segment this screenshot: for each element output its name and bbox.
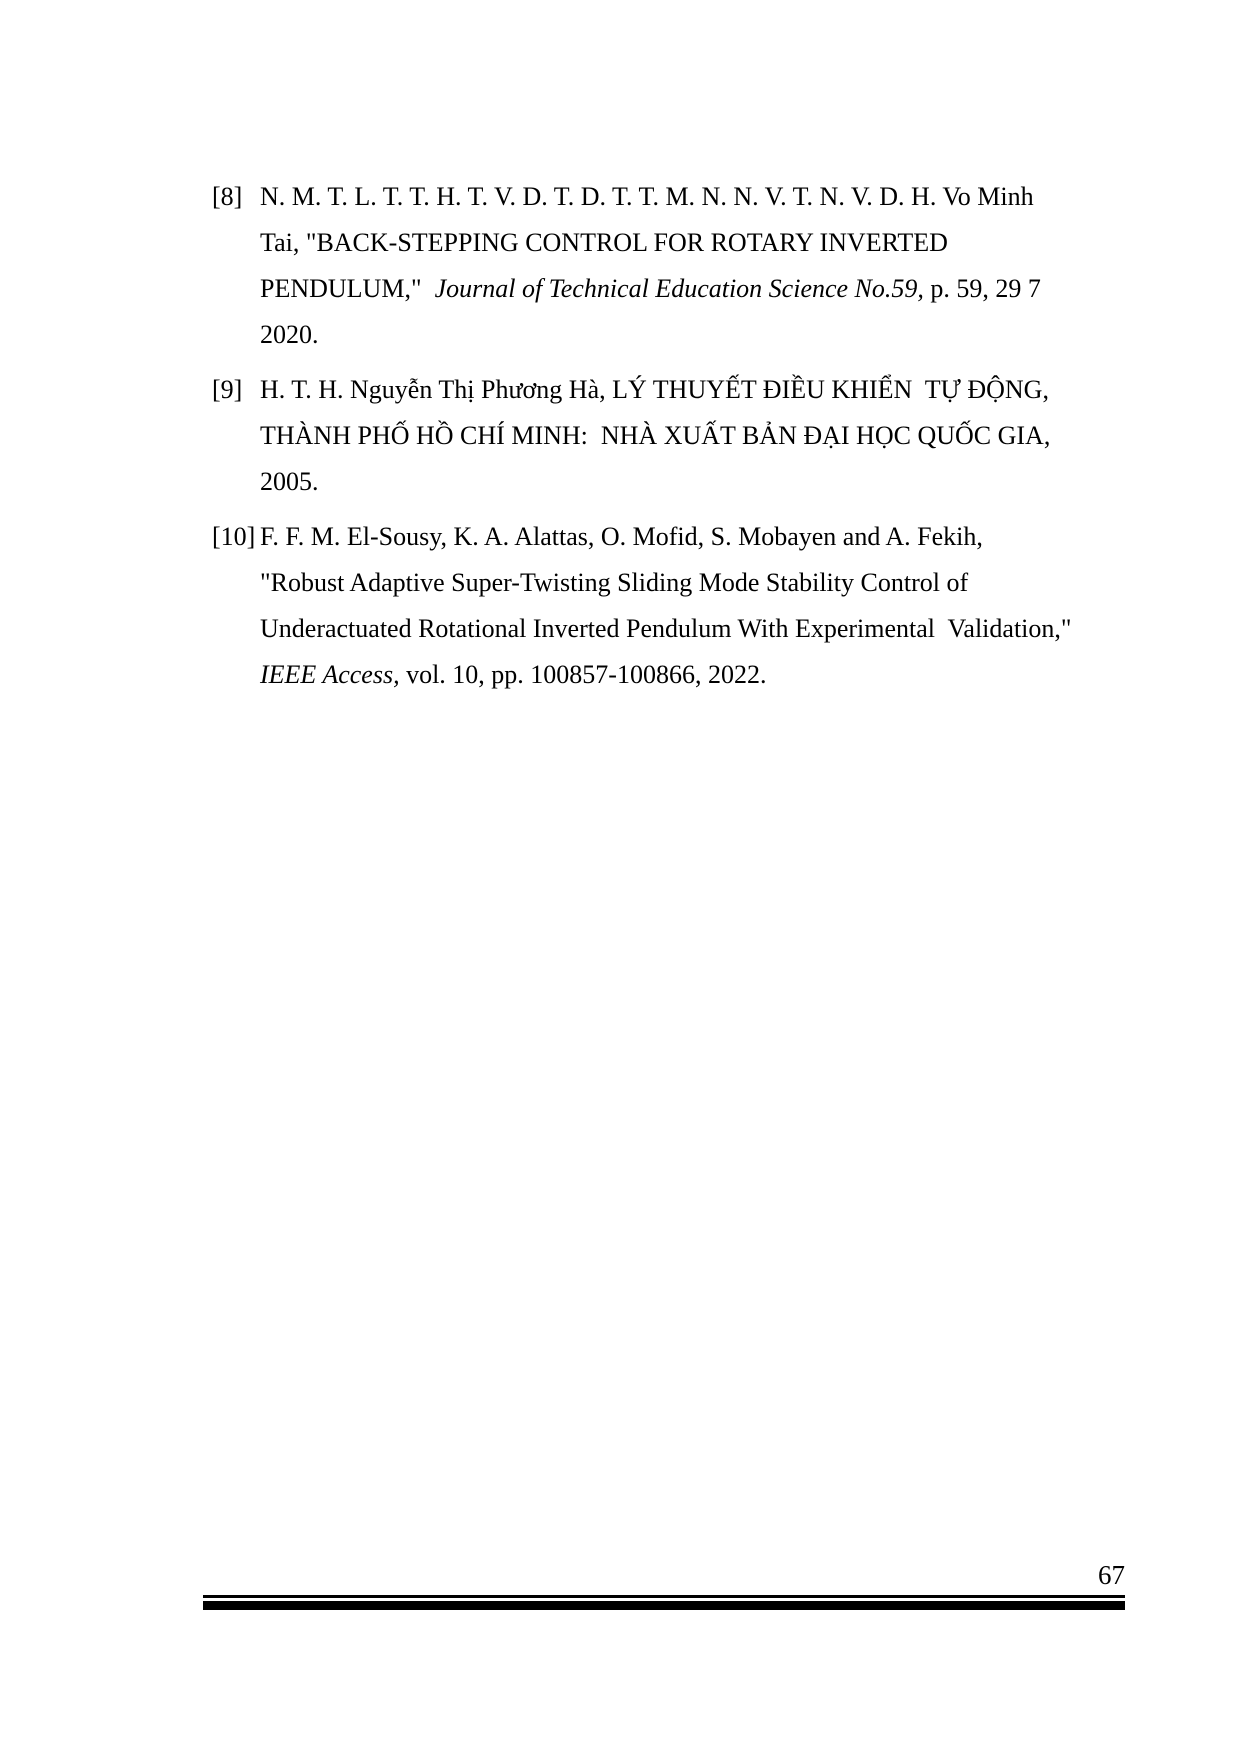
reference-line [260,413,1112,459]
reference-line [260,174,1112,220]
reference-line [260,266,1112,312]
reference-item [212,174,1112,358]
reference-text [260,367,1112,505]
reference-segment: THÀNH PHỐ HỒ CHÍ MINH: NHÀ XUẤT BẢN ĐẠI HỌC QUỐC GIA, [260,421,1051,450]
reference-line [260,514,1112,560]
reference-segment: PENDULUM," [260,274,435,303]
reference-label: [8] [212,182,243,211]
reference-segment: vol. 10, pp. 100857-100866, 2022. [399,660,767,689]
reference-segment: N. M. T. L. T. T. H. T. V. D. T. D. T. T. M. N. N. V. T. N. V. D. H. Vo Minh [260,182,1034,211]
footer-divider-thin [203,1595,1125,1598]
reference-item [212,514,1112,698]
page-number: 67 [1098,1560,1125,1590]
references-list [212,174,1112,707]
reference-segment: "Robust Adaptive Super-Twisting Sliding Mode Stability Control of [260,568,969,597]
reference-label: [10] [212,522,256,551]
reference-segment: p. 59, 29 7 [923,274,1041,303]
reference-segment-italic: IEEE Access, [260,660,400,689]
reference-line [260,312,1112,358]
reference-item [212,367,1112,505]
reference-line [260,652,1112,698]
reference-segment: H. T. H. Nguyễn Thị Phương Hà, LÝ THUYẾT ĐIỀU KHIỂN TỰ ĐỘNG, [260,375,1049,404]
reference-line [260,367,1112,413]
footer-divider-thick [203,1601,1125,1610]
reference-segment: 2005. [260,467,319,496]
reference-line [260,560,1112,606]
reference-segment: F. F. M. El-Sousy, K. A. Alattas, O. Mofid, S. Mobayen and A. Fekih, [260,522,983,551]
reference-line [260,459,1112,505]
reference-segment: Underactuated Rotational Inverted Pendulum With Experimental Validation," [260,614,1072,643]
reference-segment-italic: Journal of Technical Education Science No.59, [434,274,924,303]
reference-text [260,174,1112,358]
reference-label: [9] [212,375,243,404]
reference-text [260,514,1112,698]
reference-line [260,220,1112,266]
reference-line [260,606,1112,652]
reference-segment: 2020. [260,320,319,349]
reference-segment: Tai, "BACK-STEPPING CONTROL FOR ROTARY INVERTED [260,228,948,257]
